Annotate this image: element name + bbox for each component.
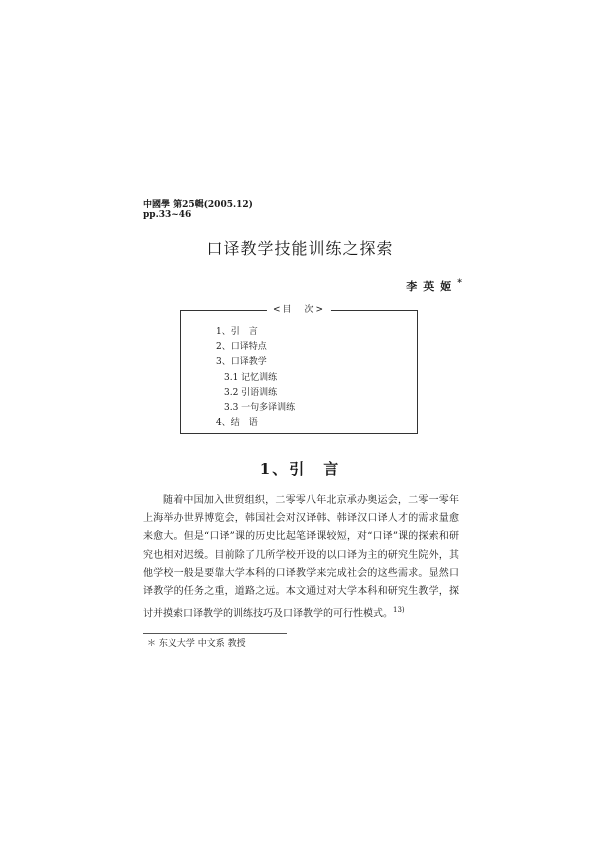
footnote-divider <box>143 633 287 634</box>
journal-header <box>143 200 253 220</box>
author-footnote-mark: * <box>457 278 462 289</box>
journal-issue: 中國學 第25輯(2005.12) <box>143 200 253 210</box>
footnote: ＊ 东义大学 中文系 教授 <box>147 639 246 649</box>
article-title: 口译教学技能训练之探索 <box>206 239 394 258</box>
body-paragraph <box>143 492 459 624</box>
toc-item: 1、引 言 <box>216 327 258 337</box>
toc-item: 2、口译特点 <box>216 342 267 353</box>
toc-title: <目 次> <box>267 304 331 316</box>
footnote-reference: 13) <box>393 606 405 615</box>
toc-item: 3、口译教学 <box>216 357 267 368</box>
author-line <box>406 278 462 294</box>
section-heading: 1、引 言 <box>259 460 341 478</box>
toc-list <box>216 325 295 431</box>
table-of-contents <box>180 305 418 434</box>
toc-subitem: 3.3 一句多译训练 <box>224 403 296 414</box>
author-name: 李英姬 <box>406 280 458 293</box>
toc-item: 4、结 语 <box>216 418 258 429</box>
page-range: pp.33~46 <box>143 210 192 220</box>
toc-subitem: 3.2 引语训练 <box>224 387 278 398</box>
paragraph-text: 随着中国加入世贸组织，二零零八年北京承办奥运会，二零一零年上海举办世界博览会，韩国社会对汉译韩、韩译汉口译人才的需求量愈来愈大。但是“口译”课的历史比起笔译课较短，对“口译”课的探索和研究也相对迟缓。目前除了几所学校开设的以口译为主的研究生院外，其他学校一般是要靠大学本科的口译教学来完成社会的这些需求。显然口译教学的任务之重，道路之远。本文通过对大学本科和研究生教学，探讨并摸索口译教学的训练技巧及口译教学的可行性模式。 <box>143 495 459 620</box>
toc-subitem: 3.1 记忆训练 <box>224 372 278 383</box>
